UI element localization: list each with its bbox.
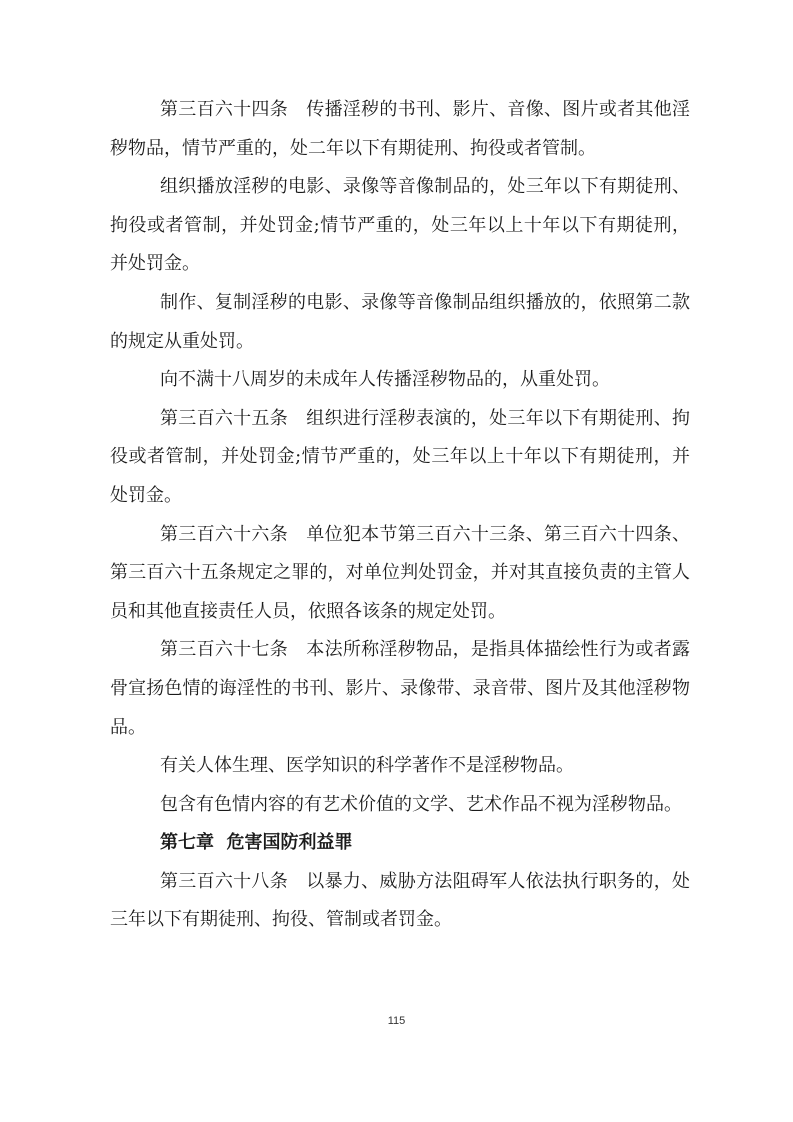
paragraph-article-367: 第三百六十七条 本法所称淫秽物品，是指具体描绘性行为或者露骨宣扬色情的诲淫性的书刊、影片、录像带、录音带、图片及其他淫秽物品。: [110, 639, 690, 738]
paragraph-article-367-clause-3: 包含有色情内容的有艺术价值的文学、艺术作品不视为淫秽物品。: [160, 793, 682, 815]
page-content: [110, 91, 690, 940]
paragraph-article-364-clause-4: 向不满十八周岁的未成年人传播淫秽物品的，从重处罚。: [160, 369, 610, 391]
chapter-heading: 第七章 危害国防利益罪: [160, 832, 353, 854]
paragraph-article-367-clause-2: 有关人体生理、医学知识的科学著作不是淫秽物品。: [160, 755, 574, 777]
paragraph-article-364-clause-2: 组织播放淫秽的电影、录像等音像制品的，处三年以下有期徒刑、拘役或者管制，并处罚金;情节严重的，处三年以上十年以下有期徒刑，并处罚金。: [110, 176, 690, 275]
paragraph-article-365: 第三百六十五条 组织进行淫秽表演的，处三年以下有期徒刑、拘役或者管制，并处罚金;情节严重的，处三年以上十年以下有期徒刑，并处罚金。: [110, 407, 690, 506]
page-number: 115: [387, 1015, 406, 1027]
paragraph-article-364: 第三百六十四条 传播淫秽的书刊、影片、音像、图片或者其他淫秽物品，情节严重的，处二年以下有期徒刑、拘役或者管制。: [110, 99, 690, 159]
paragraph-article-368: 第三百六十八条 以暴力、威胁方法阻碍军人依法执行职务的，处三年以下有期徒刑、拘役、管制或者罚金。: [110, 870, 690, 931]
paragraph-article-364-clause-3: 制作、复制淫秽的电影、录像等音像制品组织播放的，依照第二款的规定从重处罚。: [110, 291, 690, 352]
paragraph-article-366: 第三百六十六条 单位犯本节第三百六十三条、第三百六十四条、第三百六十五条规定之罪的，对单位判处罚金，并对其直接负责的主管人员和其他直接责任人员，依照各该条的规定处罚。: [110, 523, 690, 622]
